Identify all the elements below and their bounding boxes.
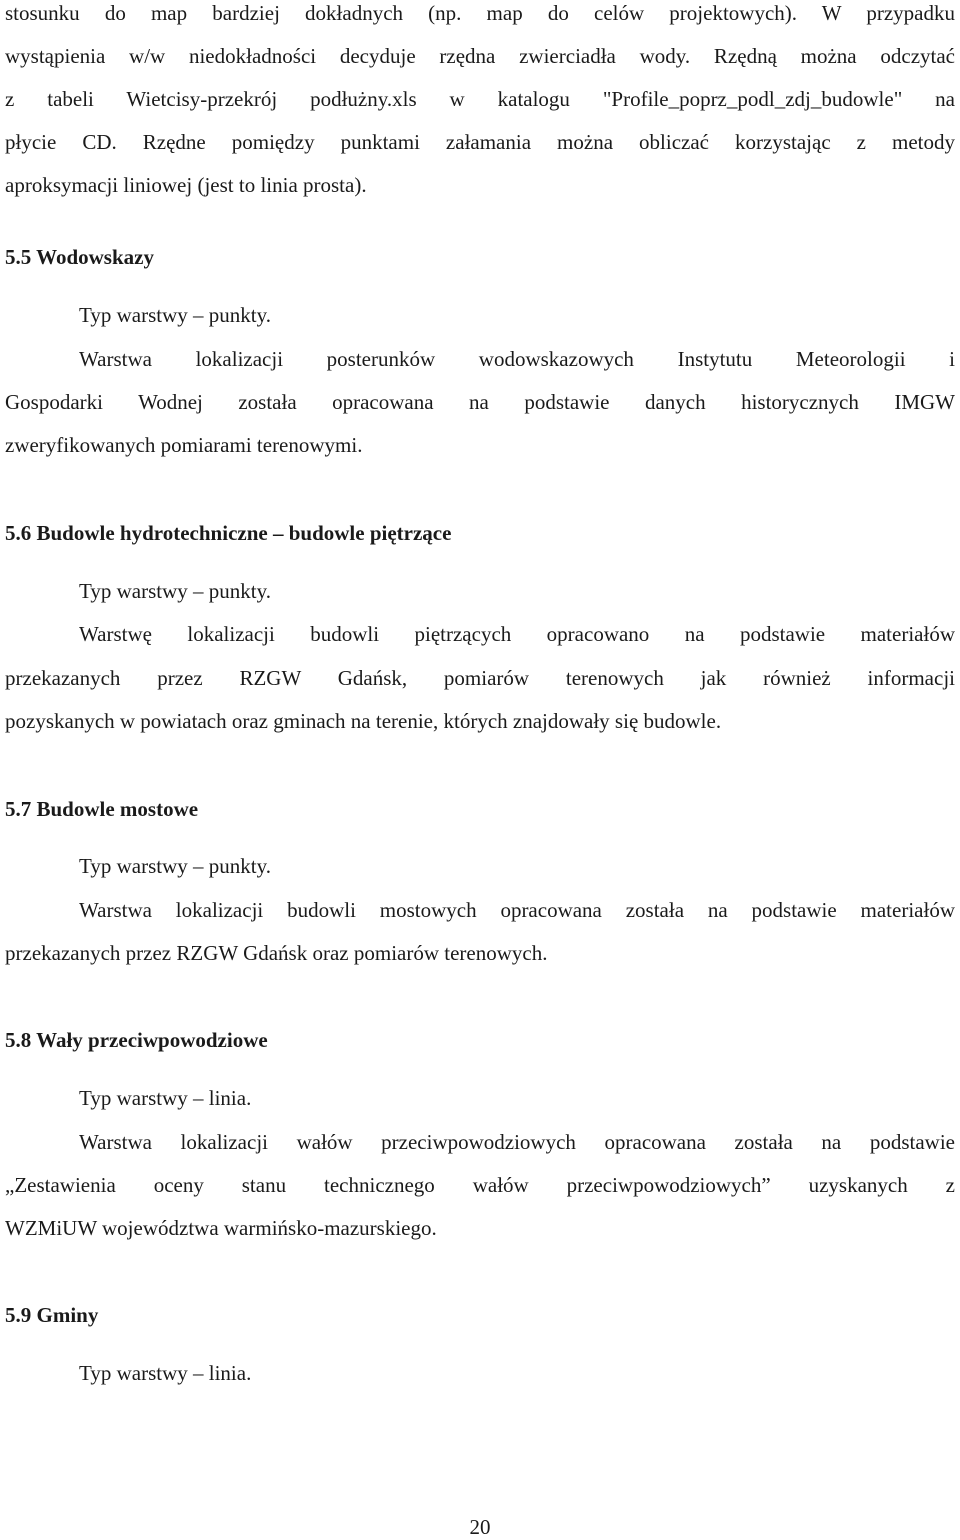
layer-type: Typ warstwy – linia.: [79, 1361, 252, 1385]
section-heading: 5.5 Wodowskazy: [5, 245, 154, 269]
paragraph-line: Warstwa lokalizacji budowli mostowych opracowana została na podstawie materiałów: [79, 898, 955, 922]
section-heading: 5.9 Gminy: [5, 1303, 99, 1327]
paragraph-line: przekazanych przez RZGW Gdańsk, pomiarów terenowych jak również informacji: [5, 666, 955, 690]
layer-type: Typ warstwy – punkty.: [79, 579, 271, 603]
paragraph-line: „Zestawienia oceny stanu technicznego wałów przeciwpowodziowych” uzyskanych z: [5, 1173, 955, 1197]
paragraph-line: Gospodarki Wodnej została opracowana na podstawie danych historycznych IMGW: [5, 390, 955, 414]
paragraph-line: pozyskanych w powiatach oraz gminach na terenie, których znajdowały się budowle.: [5, 709, 722, 733]
section-heading: 5.8 Wały przeciwpowodziowe: [5, 1028, 268, 1052]
paragraph-line: WZMiUW województwa warmińsko-mazurskiego.: [5, 1216, 437, 1240]
paragraph-line: przekazanych przez RZGW Gdańsk oraz pomiarów terenowych.: [5, 941, 548, 965]
paragraph-line: zweryfikowanych pomiarami terenowymi.: [5, 433, 363, 457]
layer-type: Typ warstwy – punkty.: [79, 303, 271, 327]
section-heading: 5.7 Budowle mostowe: [5, 797, 199, 821]
paragraph-line: aproksymacji liniowej (jest to linia prosta).: [5, 173, 367, 197]
section-heading: 5.6 Budowle hydrotechniczne – budowle piętrzące: [5, 521, 452, 545]
layer-type: Typ warstwy – punkty.: [79, 854, 271, 878]
paragraph-line: Warstwa lokalizacji wałów przeciwpowodziowych opracowana została na podstawie: [79, 1130, 955, 1154]
paragraph-line: wystąpienia w/w niedokładności decyduje rzędna zwierciadła wody. Rzędną można odczytać: [5, 44, 955, 68]
paragraph-line: z tabeli Wietcisy-przekrój podłużny.xls w katalogu "Profile_poprz_podl_zdj_budowle" na: [5, 87, 955, 111]
paragraph-line: Warstwa lokalizacji posterunków wodowskazowych Instytutu Meteorologii i: [79, 347, 955, 371]
paragraph-line: płycie CD. Rzędne pomiędzy punktami załamania można obliczać korzystając z metody: [5, 130, 955, 154]
layer-type: Typ warstwy – linia.: [79, 1086, 252, 1110]
paragraph-line: Warstwę lokalizacji budowli piętrzących opracowano na podstawie materiałów: [79, 622, 955, 646]
paragraph-line: stosunku do map bardziej dokładnych (np. map do celów projektowych). W przypadku: [5, 1, 955, 25]
page-number: 20: [469, 1515, 491, 1539]
